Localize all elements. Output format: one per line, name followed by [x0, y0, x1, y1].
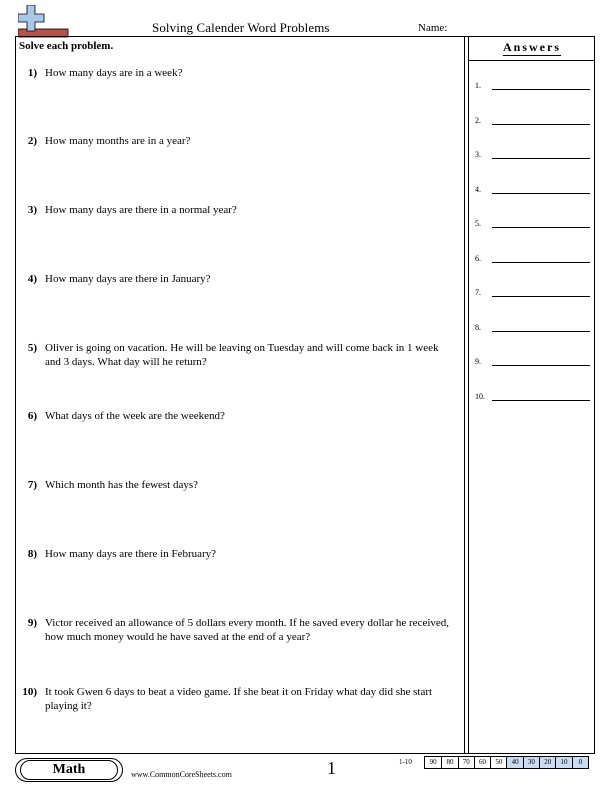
page-title: Solving Calender Word Problems	[152, 20, 330, 35]
answer-line-4[interactable]	[475, 184, 590, 194]
answer-label: 1.	[475, 81, 481, 90]
score-cell: 90	[429, 758, 437, 766]
answer-line-5[interactable]	[475, 218, 590, 228]
answer-label: 2.	[475, 116, 481, 125]
problem-number: 9)	[27, 617, 37, 629]
score-cell: 80	[441, 757, 457, 768]
score-cell: 10	[555, 757, 571, 768]
answer-line-9[interactable]	[475, 356, 590, 366]
answer-label: 9.	[475, 357, 481, 366]
answer-label: 8.	[475, 323, 481, 332]
answer-line-7[interactable]	[475, 287, 590, 297]
score-cell: 70	[458, 757, 474, 768]
problem-number: 6)	[27, 410, 37, 422]
problem-number: 2)	[27, 135, 37, 147]
answer-line-8[interactable]	[475, 322, 590, 332]
problem-number: 10)	[22, 686, 37, 698]
score-cell: 20	[539, 757, 555, 768]
footer-subject-badge: Math	[20, 760, 118, 780]
answer-label: 7.	[475, 288, 481, 297]
score-cell: 30	[523, 757, 539, 768]
problem-text: How many days are there in January?	[45, 273, 211, 285]
problem-text: How many days are there in February?	[45, 548, 217, 560]
score-cell: 40	[506, 757, 522, 768]
answer-label: 5.	[475, 219, 481, 228]
instructions: Solve each problem.	[19, 40, 114, 52]
column-divider	[464, 36, 469, 754]
answer-label: 3.	[475, 150, 481, 159]
problem-text: Victor received an allowance of 5 dollars every month. If he saved every dollar he received, how much money would he have saved at the end of a year?	[45, 617, 450, 643]
answers-divider	[469, 60, 595, 61]
problem-text: What days of the week are the weekend?	[45, 410, 225, 422]
answer-line-3[interactable]	[475, 149, 590, 159]
score-range-label: 1-10	[399, 758, 412, 766]
answers-heading: Answers	[503, 40, 561, 54]
problem-number: 8)	[27, 548, 37, 560]
score-cell: 50	[490, 757, 506, 768]
answer-line-2[interactable]	[475, 115, 590, 125]
problem-text: How many days are in a week?	[45, 67, 183, 79]
problem-number: 3)	[27, 204, 37, 216]
commoncoresheets-logo	[18, 5, 70, 39]
problem-text: How many months are in a year?	[45, 135, 191, 147]
answer-label: 6.	[475, 254, 481, 263]
answer-line-10[interactable]	[475, 391, 590, 401]
problem-text: How many days are there in a normal year?	[45, 204, 237, 216]
score-table	[424, 756, 589, 769]
score-cell: 0	[572, 757, 588, 768]
problem-number: 5)	[27, 342, 37, 354]
problem-text: Which month has the fewest days?	[45, 479, 199, 491]
problem-number: 4)	[27, 273, 37, 285]
problem-number: 1)	[27, 67, 37, 79]
name-label: Name:	[418, 22, 448, 34]
footer-url: www.CommonCoreSheets.com	[131, 770, 232, 779]
answer-label: 4.	[475, 185, 481, 194]
page-number: 1	[327, 758, 336, 778]
answer-label: 10.	[475, 392, 485, 401]
problem-number: 7)	[27, 479, 37, 491]
problem-text: Oliver is going on vacation. He will be leaving on Tuesday and will come back in 1 week and 3 days. What day will he return?	[45, 342, 439, 368]
score-cell: 60	[474, 757, 490, 768]
answer-line-1[interactable]	[475, 80, 590, 90]
answer-line-6[interactable]	[475, 253, 590, 263]
problem-text: It took Gwen 6 days to beat a video game. If she beat it on Friday what day did she start playing it?	[45, 686, 433, 712]
